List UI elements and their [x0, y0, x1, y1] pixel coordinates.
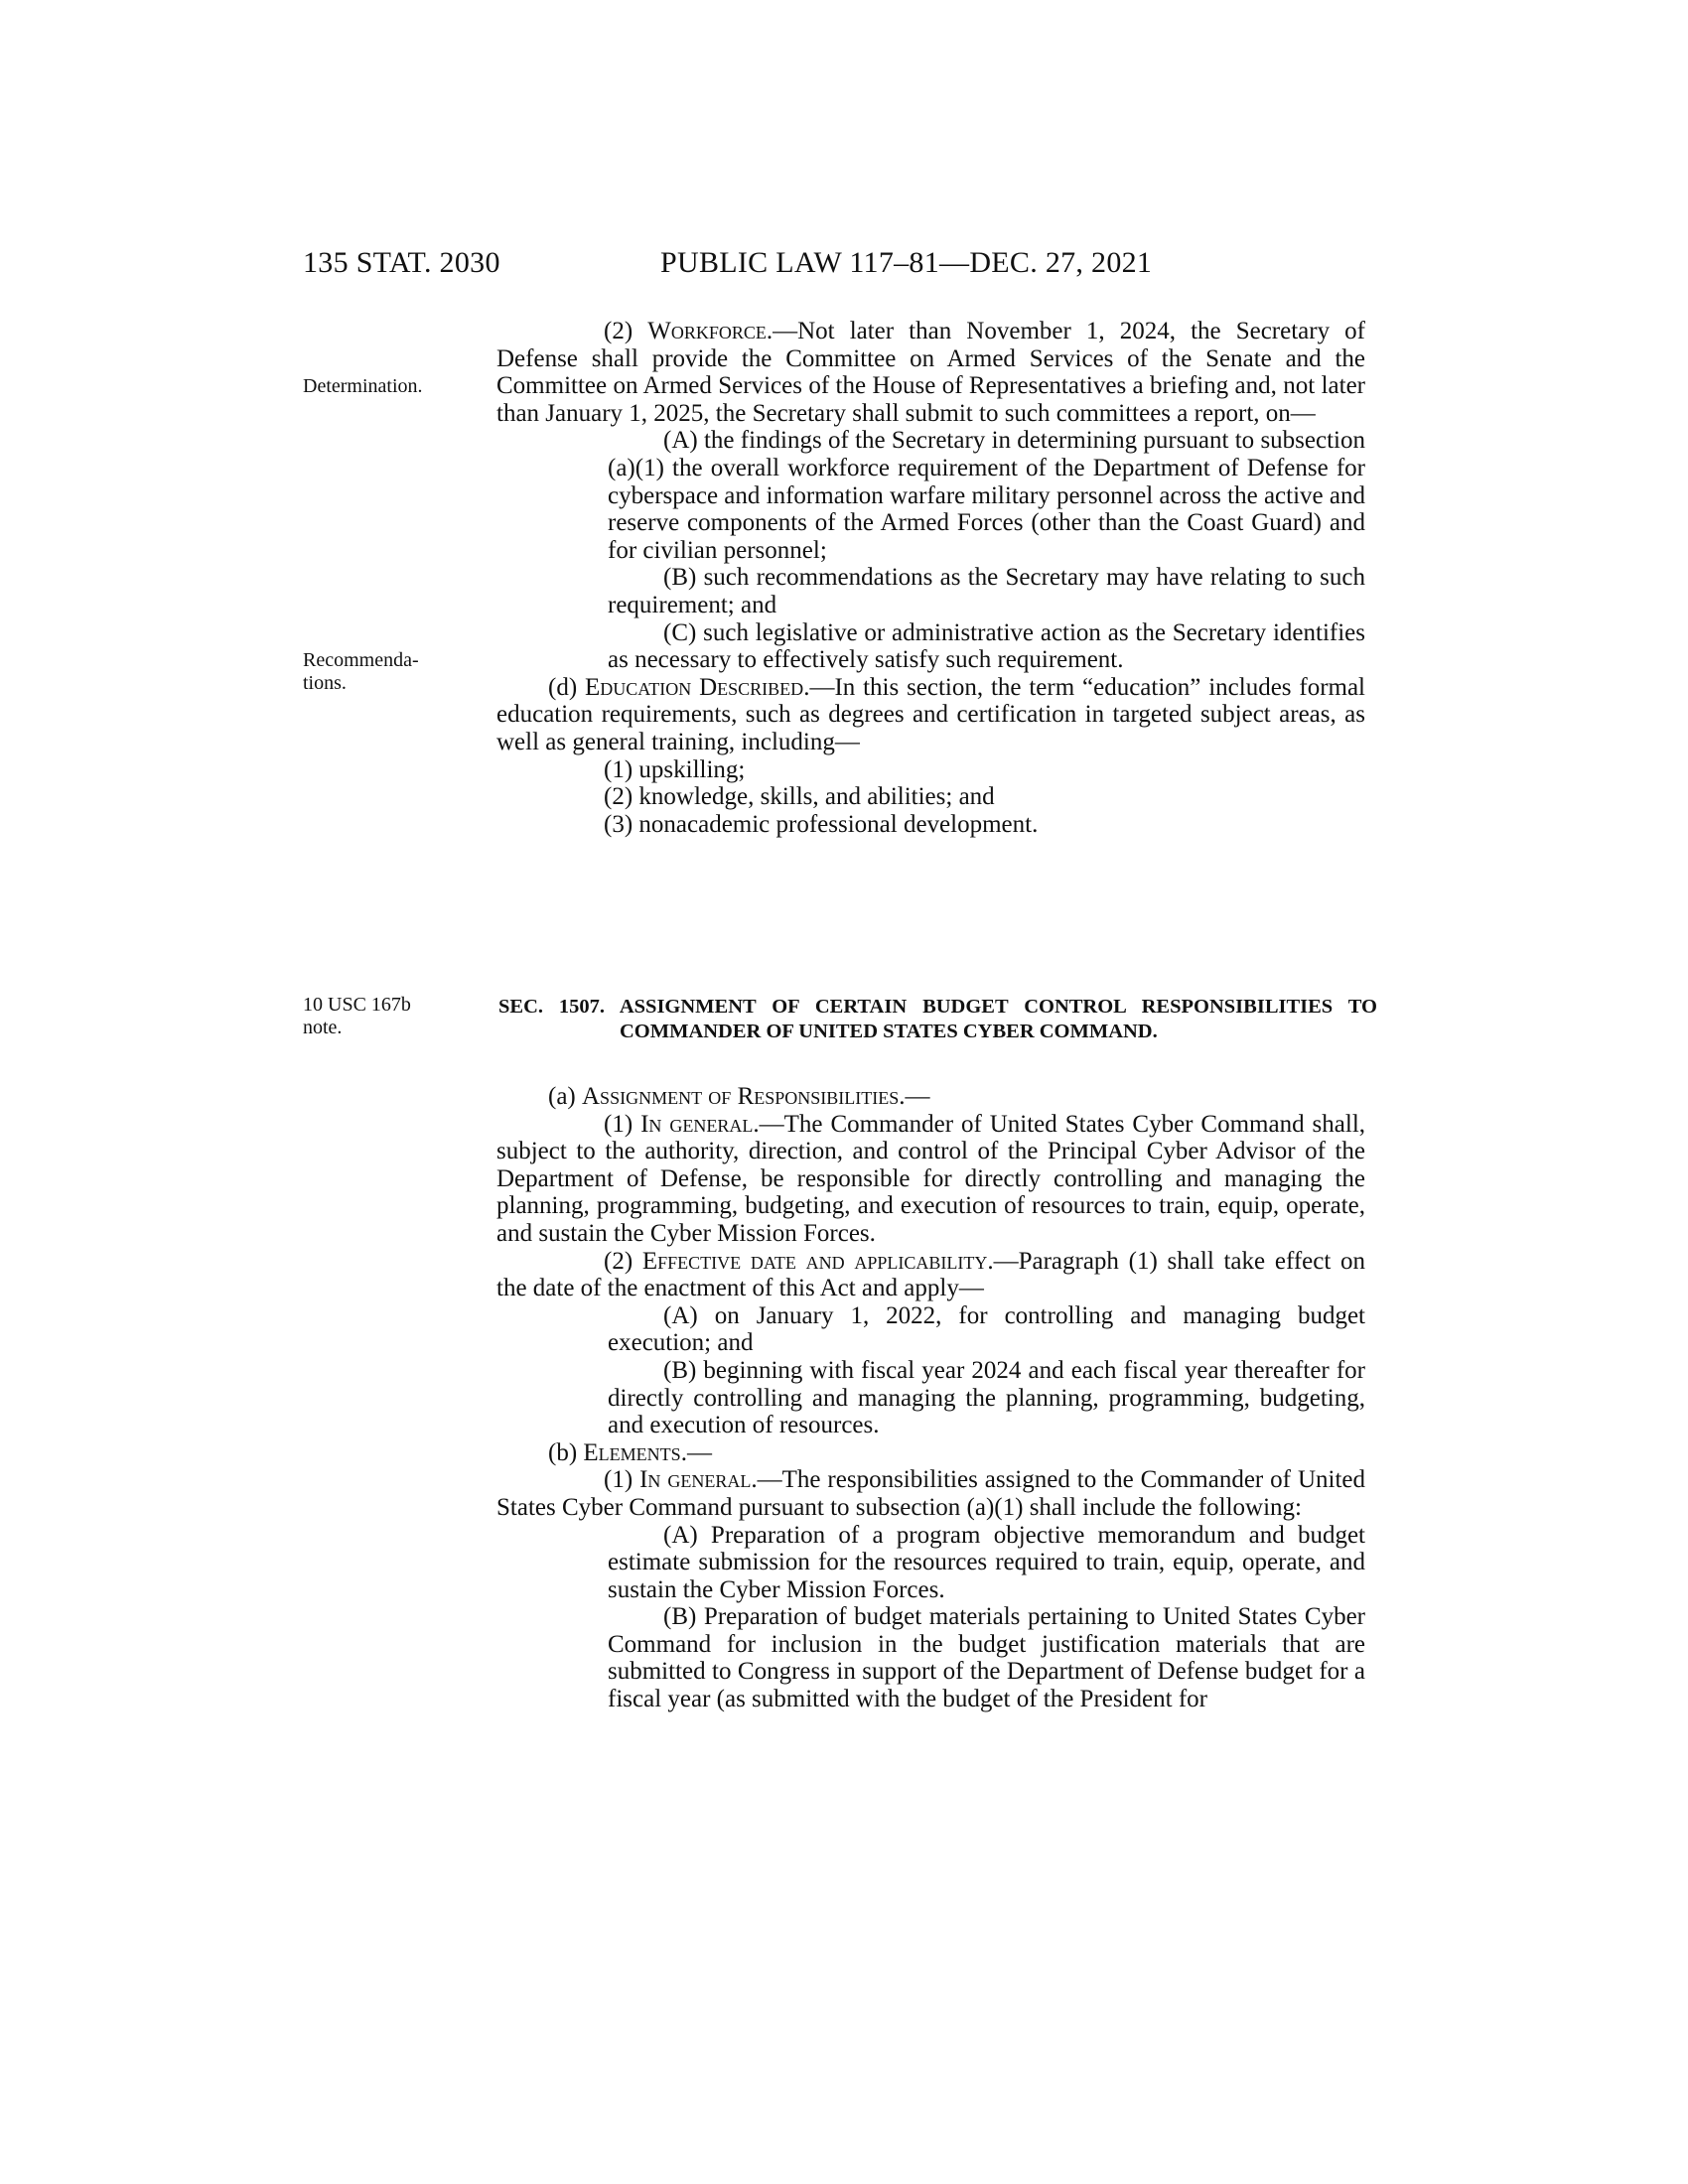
body-text-part-2 — [496, 1083, 1365, 1713]
paragraph-heading: Workforce — [647, 318, 767, 344]
b1-subitems — [496, 1522, 1365, 1713]
subsection-b — [496, 1439, 1365, 1467]
paragraph-a2 — [496, 1248, 1365, 1302]
workforce-subitems — [496, 427, 1365, 673]
workforce-paragraph — [496, 318, 1365, 427]
subitem-b: (B) Preparation of budget materials pertaining to United States Cyber Command for inclusion in the budget justification materials that are submitted to Congress in support of the Department of Defense budget for a fiscal year (as submitted with the budget of the President for — [608, 1603, 1365, 1713]
paragraph-number: (a) — [548, 1083, 582, 1110]
paragraph-number: (1) — [604, 1466, 640, 1494]
subitem-a: (A) Preparation of a program objective memorandum and budget estimate submission for the resources required to train, equip, operate, and sustain the Cyber Mission Forces. — [608, 1521, 1365, 1603]
margin-note-line: Recommenda- — [303, 649, 419, 671]
margin-note-determination: Determination. — [303, 375, 423, 397]
paragraph-heading: In general — [640, 1110, 754, 1138]
subsection-a — [496, 1083, 1365, 1111]
subitem-a: (A) on January 1, 2022, for controlling and managing budget execution; and — [608, 1301, 1365, 1357]
paragraph-number: (d) — [548, 673, 585, 701]
subitem-c: (C) such legislative or administrative action as the Secretary identifies as necessary to effectively satisfy such requirement. — [608, 618, 1365, 674]
margin-note-line: 10 USC 167b — [303, 994, 411, 1016]
paragraph-number: (b) — [548, 1438, 584, 1466]
education-item-1: (1) upskilling; — [604, 755, 746, 783]
paragraph-text: .—The responsibilities assigned to the Commander of United States Cyber Command pursuant to subsection (a)(1) shall include the following: — [496, 1466, 1365, 1521]
margin-note-line: tions. — [303, 672, 347, 694]
paragraph-heading: Elements — [583, 1438, 681, 1466]
paragraph-heading: Assignment of Responsibilities — [582, 1083, 900, 1110]
paragraph-text: .—Paragraph (1) shall take effect on the date of the enactment of this Act and apply— — [496, 1247, 1366, 1302]
paragraph-text: .—Not later than November 1, 2024, the Secretary of Defense shall provide the Committee on Armed Services of the Senate and the Committee on Armed Services of the House of Representatives a briefing and, not later than January 1, 2025, the Secretary shall submit to such committees a report, on— — [496, 318, 1365, 427]
page-stat-citation: 135 STAT. 2030 — [303, 246, 500, 279]
paragraph-heading: Education Described — [585, 673, 804, 701]
paragraph-number: (2) — [604, 1247, 642, 1275]
education-paragraph — [496, 674, 1365, 756]
subitem-a: (A) the findings of the Secretary in determining pursuant to subsection (a)(1) the overall workforce requirement of the Department of Defense for cyberspace and information warfare military personnel across the active and reserve components of the Armed Forces (other than the Coast Guard) and for civilian personnel; — [608, 427, 1365, 564]
paragraph-a1 — [496, 1111, 1365, 1248]
margin-note-line: note. — [303, 1017, 343, 1038]
education-item-3: (3) nonacademic professional development. — [604, 810, 1039, 838]
section-heading-text: SEC. 1507. ASSIGNMENT OF CERTAIN BUDGET CONTROL RESPONSIBILITIES TO COMMANDER OF UNITED STATES CYBER COMMAND. — [498, 996, 1377, 1042]
paragraph-number: (2) — [604, 318, 648, 344]
paragraph-number: (1) — [604, 1110, 641, 1138]
paragraph-text: .—The Commander of United States Cyber Command shall, subject to the authority, direction, and control of the Principal Cyber Advisor of the Department of Defense, be responsible for directly controlling and managing the planning, programming, budgeting, and execution of resources to train, equip, operate, and sustain the Cyber Mission Forces. — [496, 1110, 1366, 1247]
a2-subitems — [496, 1302, 1365, 1439]
education-item-2: (2) knowledge, skills, and abilities; and — [604, 783, 995, 811]
subitem-b: (B) beginning with fiscal year 2024 and each fiscal year thereafter for directly controlling and managing the planning, programming, budgeting, and execution of resources. — [608, 1356, 1365, 1439]
section-heading — [498, 995, 1377, 1044]
paragraph-heading: In general — [639, 1466, 752, 1494]
paragraph-text: .—In this section, the term “education” includes formal education requirements, such as degrees and certification in targeted subject areas, as well as general training, including— — [496, 673, 1366, 755]
margin-note-usc — [303, 994, 452, 1039]
paragraph-text: .— — [680, 1438, 712, 1466]
subitem-b: (B) such recommendations as the Secretary may have relating to such requirement; and — [608, 564, 1365, 618]
paragraph-heading: Effective date and applicability — [641, 1247, 988, 1275]
body-text-part-1 — [496, 318, 1365, 838]
page-running-title: PUBLIC LAW 117–81—DEC. 27, 2021 — [660, 246, 1153, 279]
margin-note-recommendations — [303, 649, 452, 695]
paragraph-b1 — [496, 1466, 1365, 1521]
paragraph-text: .— — [899, 1083, 930, 1110]
